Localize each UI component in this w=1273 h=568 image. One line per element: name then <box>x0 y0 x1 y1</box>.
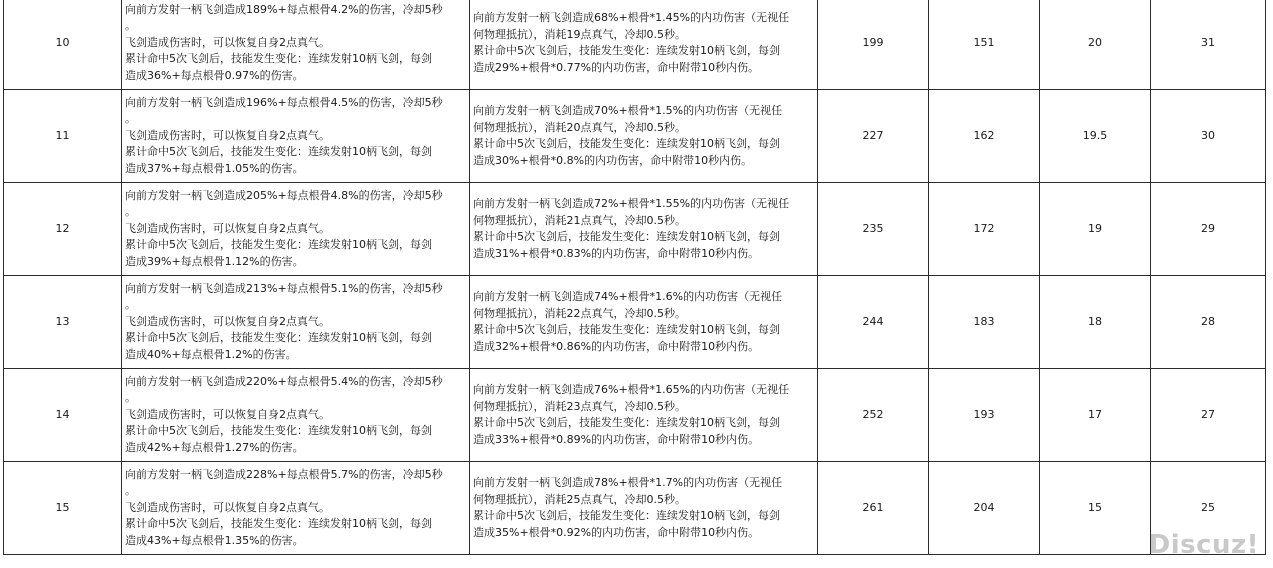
stat-cell: 17 <box>1040 369 1151 462</box>
description-line: 何物理抵抗），消耗25点真气，冷却0.5秒。 <box>473 492 686 506</box>
stat-cell: 199 <box>818 0 929 90</box>
stat-cell: 204 <box>929 462 1040 555</box>
skill-inner-damage-cell <box>470 90 818 183</box>
description-line: 何物理抵抗），消耗20点真气，冷却0.5秒。 <box>473 120 686 134</box>
table-row <box>4 183 1266 276</box>
skill-inner-damage-cell <box>470 183 818 276</box>
skill-description-cell <box>122 276 470 369</box>
skill-inner-damage-cell <box>470 0 818 90</box>
table-row <box>4 0 1266 90</box>
description-line: 累计命中5次飞剑后，技能发生变化：连续发射10柄飞剑，每剑 <box>473 509 780 522</box>
skill-level-table <box>3 0 1266 555</box>
description-line: 何物理抵抗），消耗21点真气，冷却0.5秒。 <box>473 213 686 227</box>
stat-cell: 244 <box>818 276 929 369</box>
description-line: 造成36%+每点根骨0.97%的伤害。 <box>125 68 304 82</box>
description-line: 造成31%+根骨*0.83%的内功伤害，命中附带10秒内伤。 <box>473 246 760 260</box>
description-line: 累计命中5次飞剑后，技能发生变化：连续发射10柄飞剑，每剑 <box>125 424 432 438</box>
description-line: 。 <box>125 19 136 33</box>
table-row <box>4 369 1266 462</box>
stat-cell: 235 <box>818 183 929 276</box>
watermark-logo: Discuz! <box>1148 530 1259 560</box>
table-row <box>4 90 1266 183</box>
description-line: 累计命中5次飞剑后，技能发生变化：连续发射10柄飞剑，每剑 <box>125 52 432 66</box>
description-line: 。 <box>125 112 136 126</box>
stat-cell: 151 <box>929 0 1040 90</box>
description-line: 何物理抵抗），消耗22点真气，冷却0.5秒。 <box>473 306 686 320</box>
level-cell: 11 <box>4 90 122 183</box>
skill-inner-damage-cell <box>470 462 818 555</box>
stat-cell: 172 <box>929 183 1040 276</box>
description-line: 造成40%+每点根骨1.2%的伤害。 <box>125 347 297 361</box>
stat-cell: 19.5 <box>1040 90 1151 183</box>
description-line: 造成37%+每点根骨1.05%的伤害。 <box>125 161 304 175</box>
description-line: 向前方发射一柄飞剑造成189%+每点根骨4.2%的伤害，冷却5秒 <box>125 2 443 16</box>
description-line: 累计命中5次飞剑后，技能发生变化：连续发射10柄飞剑，每剑 <box>473 44 780 57</box>
description-line: 造成30%+根骨*0.8%的内功伤害，命中附带10秒内伤。 <box>473 153 753 167</box>
stat-cell: 20 <box>1040 0 1151 90</box>
description-line: 何物理抵抗），消耗19点真气，冷却0.5秒。 <box>473 27 686 41</box>
skill-description-cell <box>122 183 470 276</box>
level-cell: 13 <box>4 276 122 369</box>
level-cell: 14 <box>4 369 122 462</box>
description-line: 累计命中5次飞剑后，技能发生变化：连续发射10柄飞剑，每剑 <box>125 145 432 159</box>
description-line: 造成33%+根骨*0.89%的内功伤害，命中附带10秒内伤。 <box>473 432 760 446</box>
description-line: 累计命中5次飞剑后，技能发生变化：连续发射10柄飞剑，每剑 <box>125 331 432 345</box>
stat-cell: 28 <box>1151 276 1266 369</box>
description-line: 造成32%+根骨*0.86%的内功伤害，命中附带10秒内伤。 <box>473 339 760 353</box>
skill-description-cell <box>122 462 470 555</box>
description-line: 。 <box>125 205 136 219</box>
level-cell: 12 <box>4 183 122 276</box>
description-line: 累计命中5次飞剑后，技能发生变化：连续发射10柄飞剑，每剑 <box>125 238 432 252</box>
description-line: 向前方发射一柄飞剑造成70%+根骨*1.5%的内功伤害（无视任 <box>473 104 783 117</box>
description-line: 造成42%+每点根骨1.27%的伤害。 <box>125 440 304 454</box>
description-line: 飞剑造成伤害时，可以恢复自身2点真气。 <box>125 128 330 142</box>
description-line: 向前方发射一柄飞剑造成78%+根骨*1.7%的内功伤害（无视任 <box>473 476 783 489</box>
description-line: 造成39%+每点根骨1.12%的伤害。 <box>125 254 304 268</box>
description-line: 累计命中5次飞剑后，技能发生变化：连续发射10柄飞剑，每剑 <box>473 230 780 243</box>
description-line: 造成43%+每点根骨1.35%的伤害。 <box>125 533 304 547</box>
level-cell: 15 <box>4 462 122 555</box>
description-line: 向前方发射一柄飞剑造成228%+每点根骨5.7%的伤害，冷却5秒 <box>125 467 443 481</box>
description-line: 飞剑造成伤害时，可以恢复自身2点真气。 <box>125 500 330 514</box>
description-line: 飞剑造成伤害时，可以恢复自身2点真气。 <box>125 407 330 421</box>
stat-cell: 252 <box>818 369 929 462</box>
description-line: 向前方发射一柄飞剑造成205%+每点根骨4.8%的伤害，冷却5秒 <box>125 188 443 202</box>
description-line: 累计命中5次飞剑后，技能发生变化：连续发射10柄飞剑，每剑 <box>473 416 780 429</box>
description-line: 累计命中5次飞剑后，技能发生变化：连续发射10柄飞剑，每剑 <box>125 517 432 531</box>
table-row <box>4 276 1266 369</box>
stat-cell: 30 <box>1151 90 1266 183</box>
stat-cell: 227 <box>818 90 929 183</box>
description-line: 何物理抵抗），消耗23点真气，冷却0.5秒。 <box>473 399 686 413</box>
stat-cell: 29 <box>1151 183 1266 276</box>
skill-inner-damage-cell <box>470 276 818 369</box>
skill-description-cell <box>122 369 470 462</box>
stat-cell: 261 <box>818 462 929 555</box>
description-line: 造成35%+根骨*0.92%的内功伤害，命中附带10秒内伤。 <box>473 525 760 539</box>
description-line: 。 <box>125 484 136 498</box>
description-line: 飞剑造成伤害时，可以恢复自身2点真气。 <box>125 35 330 49</box>
stat-cell: 27 <box>1151 369 1266 462</box>
skill-description-cell <box>122 0 470 90</box>
stat-cell: 19 <box>1040 183 1151 276</box>
stat-cell: 162 <box>929 90 1040 183</box>
stat-cell: 31 <box>1151 0 1266 90</box>
stat-cell: 25 <box>1151 462 1266 555</box>
description-line: 累计命中5次飞剑后，技能发生变化：连续发射10柄飞剑，每剑 <box>473 323 780 336</box>
level-cell: 10 <box>4 0 122 90</box>
table-body <box>4 0 1266 555</box>
description-line: 。 <box>125 391 136 405</box>
description-line: 向前方发射一柄飞剑造成68%+根骨*1.45%的内功伤害（无视任 <box>473 11 790 24</box>
description-line: 向前方发射一柄飞剑造成220%+每点根骨5.4%的伤害，冷却5秒 <box>125 374 443 388</box>
skill-description-cell <box>122 90 470 183</box>
table-row <box>4 462 1266 555</box>
stat-cell: 193 <box>929 369 1040 462</box>
description-line: 累计命中5次飞剑后，技能发生变化：连续发射10柄飞剑，每剑 <box>473 137 780 150</box>
description-line: 向前方发射一柄飞剑造成76%+根骨*1.65%的内功伤害（无视任 <box>473 383 790 396</box>
description-line: 飞剑造成伤害时，可以恢复自身2点真气。 <box>125 221 330 235</box>
stat-cell: 18 <box>1040 276 1151 369</box>
description-line: 向前方发射一柄飞剑造成74%+根骨*1.6%的内功伤害（无视任 <box>473 290 783 303</box>
description-line: 造成29%+根骨*0.77%的内功伤害，命中附带10秒内伤。 <box>473 60 760 74</box>
stat-cell: 15 <box>1040 462 1151 555</box>
skill-inner-damage-cell <box>470 369 818 462</box>
description-line: 飞剑造成伤害时，可以恢复自身2点真气。 <box>125 314 330 328</box>
description-line: 向前方发射一柄飞剑造成213%+每点根骨5.1%的伤害，冷却5秒 <box>125 281 443 295</box>
description-line: 向前方发射一柄飞剑造成72%+根骨*1.55%的内功伤害（无视任 <box>473 197 790 210</box>
description-line: 向前方发射一柄飞剑造成196%+每点根骨4.5%的伤害，冷却5秒 <box>125 95 443 109</box>
description-line: 。 <box>125 298 136 312</box>
stat-cell: 183 <box>929 276 1040 369</box>
